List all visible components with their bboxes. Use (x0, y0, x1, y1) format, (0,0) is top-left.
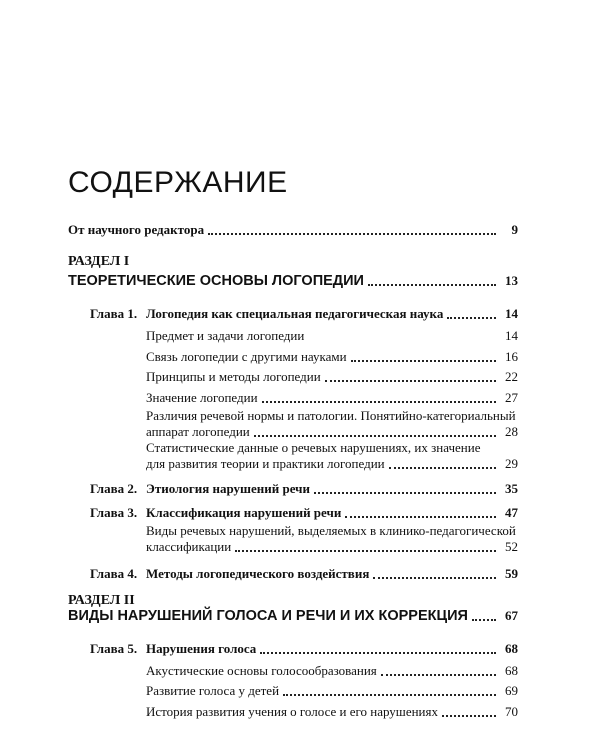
toc-leader (345, 516, 496, 518)
toc-subentry[interactable] (146, 456, 518, 472)
subentry-title: Принципы и методы логопедии (146, 369, 321, 384)
chapter-title: Классификация нарушений речи (146, 505, 342, 520)
chapter-title: Методы логопедического воздействия (146, 566, 370, 581)
toc-entry-editor[interactable] (68, 222, 518, 238)
toc-section-2[interactable] (68, 608, 518, 624)
toc-page-number: 35 (505, 481, 518, 496)
toc-leader (283, 694, 496, 696)
toc-subentry[interactable] (146, 390, 518, 406)
section-title: ТЕОРЕТИЧЕСКИЕ ОСНОВЫ ЛОГОПЕДИИ (68, 273, 364, 289)
subentry-title-line2: аппарат логопедии (146, 424, 250, 439)
toc-page-number: 69 (505, 683, 518, 698)
toc-section-1[interactable] (68, 273, 518, 289)
toc-chapter-3[interactable] (146, 505, 518, 521)
toc-page-number: 59 (505, 566, 518, 581)
toc-leader (442, 715, 496, 717)
toc-subentry[interactable] (146, 704, 518, 720)
toc-page-number: 27 (505, 390, 518, 405)
toc-page-number: 29 (505, 456, 518, 471)
chapter-label-5: Глава 5. (90, 641, 138, 656)
toc-leader (351, 360, 496, 362)
section-label-2: РАЗДЕЛ II (68, 593, 135, 608)
toc-entry-text: От научного редактора (68, 222, 205, 237)
toc-leader (381, 674, 496, 676)
toc-leader (235, 550, 496, 552)
toc-page-number: 67 (505, 608, 518, 623)
toc-page-number: 9 (511, 222, 518, 237)
toc-chapter-5[interactable] (146, 641, 518, 657)
toc-page-number: 22 (505, 369, 518, 384)
chapter-label-2: Глава 2. (90, 481, 138, 496)
chapter-title: Логопедия как специальная педагогическая наука (146, 306, 444, 321)
subentry-title: Акустические основы голосообразования (146, 663, 377, 678)
subentry-title: Развитие голоса у детей (146, 683, 280, 698)
toc-leader (325, 380, 496, 382)
toc-chapter-1[interactable] (146, 306, 518, 322)
toc-leader (254, 435, 496, 437)
subentry-title-line2: классификации (146, 539, 232, 554)
chapter-label-3: Глава 3. (90, 505, 138, 520)
chapter-label-4: Глава 4. (90, 566, 138, 581)
section-title: ВИДЫ НАРУШЕНИЙ ГОЛОСА И РЕЧИ И ИХ КОРРЕКЦИЯ (68, 608, 468, 624)
toc-page-number: 70 (505, 704, 518, 719)
toc-page-number: 14 (505, 306, 518, 321)
toc-leader (208, 233, 496, 235)
subentry-title-line1: Различия речевой нормы и патологии. Понятийно-категориальный (146, 408, 516, 423)
subentry-title-line2: для развития теории и практики логопедии (146, 456, 385, 471)
toc-leader (389, 467, 496, 469)
toc-subentry[interactable] (146, 369, 518, 385)
subentry-title-line1: Статистические данные о речевых нарушениях, их значение (146, 440, 481, 455)
subentry-title: Связь логопедии с другими науками (146, 349, 347, 364)
toc-chapter-4[interactable] (146, 566, 518, 582)
chapter-title: Нарушения голоса (146, 641, 257, 656)
subentry-title: История развития учения о голосе и его нарушениях (146, 704, 438, 719)
toc-page-number: 14 (505, 328, 518, 343)
toc-chapter-2[interactable] (146, 481, 518, 497)
toc-page-number: 52 (505, 539, 518, 554)
toc-page-number: 47 (505, 505, 518, 520)
toc-leader (447, 317, 496, 319)
toc-subentry[interactable] (146, 663, 518, 679)
toc-subentry[interactable] (146, 539, 518, 555)
toc-subentry[interactable] (146, 424, 518, 440)
chapter-title: Этиология нарушений речи (146, 481, 311, 496)
toc-leader (262, 401, 496, 403)
toc-leader (368, 284, 496, 286)
subentry-title: Предмет и задачи логопедии (146, 328, 305, 343)
toc-page-number: 16 (505, 349, 518, 364)
toc-page-number: 13 (505, 273, 518, 288)
toc-page-number: 68 (505, 641, 518, 656)
chapter-label-1: Глава 1. (90, 306, 138, 321)
toc-leader (314, 492, 496, 494)
toc-subentry[interactable] (146, 683, 518, 699)
page-title: СОДЕРЖАНИЕ (68, 166, 288, 199)
toc-subentry[interactable] (146, 349, 518, 365)
subentry-title-line1: Виды речевых нарушений, выделяемых в клинико-педагогической (146, 523, 516, 538)
toc-leader (472, 619, 496, 621)
toc-leader (260, 652, 496, 654)
toc-page-number: 28 (505, 424, 518, 439)
toc-subentry[interactable] (146, 328, 518, 344)
toc-page-number: 68 (505, 663, 518, 678)
toc-leader (373, 577, 496, 579)
section-label-1: РАЗДЕЛ I (68, 254, 130, 269)
subentry-title: Значение логопедии (146, 390, 258, 405)
